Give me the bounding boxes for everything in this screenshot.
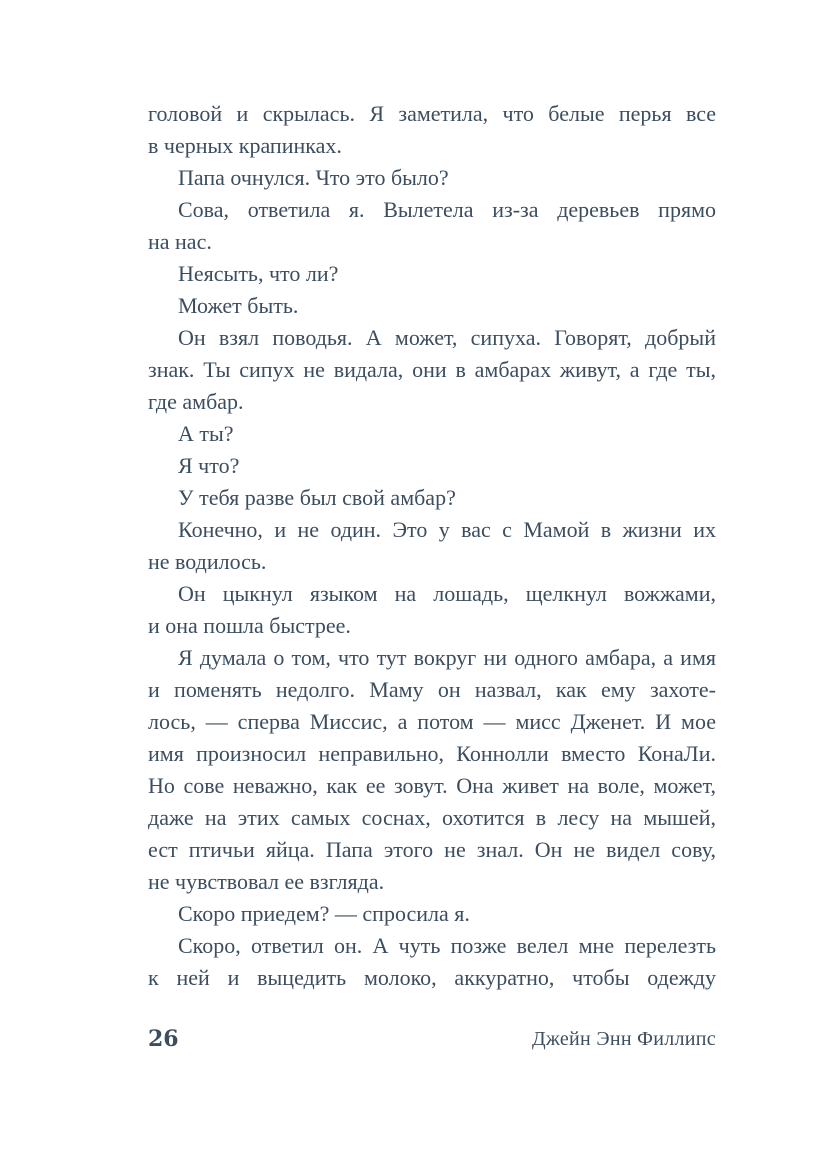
text-line: Неясыть, что ли? [178,261,339,286]
text-line: на нас. [148,229,212,254]
text-line: Сова, ответила я. Вылетела из-за деревьев прямо [178,197,716,222]
text-line: не водилось. [148,549,267,574]
text-line: Папа очнулся. Что это было? [178,165,449,190]
text-line: в черных крапинках. [148,133,342,158]
text-line: Скоро приедем? — спросила я. [178,901,470,926]
text-line: даже на этих самых соснах, охотится в лесу на мышей, [148,805,716,830]
text-line: Но сове неважно, как ее зовут. Она живет на воле, может, [148,773,716,798]
text-line: У тебя разве был свой амбар? [178,485,456,510]
text-line: лось, — сперва Миссис, а потом — мисс Дженет. И мое [148,709,716,734]
author-name: Джейн Энн Филлипс [532,1028,716,1050]
text-line: ест птичьи яйца. Папа этого не знал. Он не видел сову, [148,837,716,862]
body-text [148,98,716,994]
text-line: к ней и выцедить молоко, аккуратно, чтобы одежду [148,965,716,990]
text-line: где амбар. [148,389,244,414]
text-line: Скоро, ответил он. А чуть позже велел мне перелезть [178,933,716,958]
text-line: и поменять недолго. Маму он назвал, как ему захоте- [148,677,716,702]
text-line: имя произносил неправильно, Коннолли вместо КонаЛи. [148,741,716,766]
page-footer [148,1022,716,1056]
text-line: не чувствовал ее взгляда. [148,869,385,894]
text-line: Я думала о том, что тут вокруг ни одного амбара, а имя [178,645,716,670]
text-line: Он взял поводья. А может, сипуха. Говорят, добрый [178,325,716,350]
page-number: 26 [148,1026,179,1052]
text-line: знак. Ты сипух не видала, они в амбарах живут, а где ты, [148,357,716,382]
text-line: головой и скрылась. Я заметила, что белые перья все [148,101,716,126]
text-line: и она пошла быстрее. [148,613,351,638]
text-line: Конечно, и не один. Это у вас с Мамой в жизни их [178,517,716,542]
text-line: Он цыкнул языком на лошадь, щелкнул вожжами, [178,581,716,606]
text-line: А ты? [178,421,234,446]
text-line: Я что? [178,453,240,478]
text-line: Может быть. [178,293,299,318]
